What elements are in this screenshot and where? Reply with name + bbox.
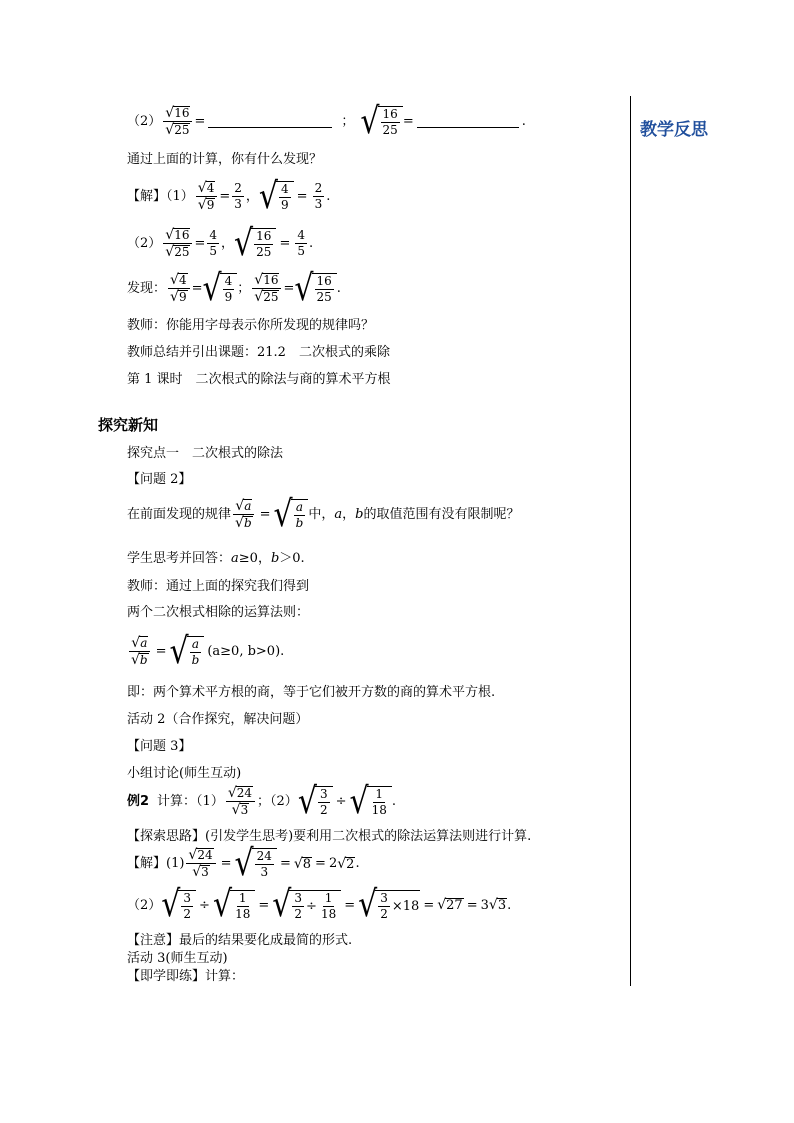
line-19: 小组讨论(师生互动)	[127, 766, 242, 781]
line-18: 【问题 3】	[127, 739, 192, 754]
line-4: （2） √ 16 √ 25 = $\frac{4}{5}$ ， √ $\frac{16}{25}$ = $\frac{4}{5}$ .	[127, 221, 314, 264]
line-22: 【解】(1) √ 24 √ 3 = √ $\frac{24}{3}$ = √ 8 = 2 √ 2 .	[127, 841, 360, 884]
line-17: 活动 2（合作探究，解决问题）	[127, 712, 309, 727]
line-15: √ a √ b = √ $\frac{a}{b}$ (a≥0, b>0).	[131, 629, 285, 672]
radical: √ $\frac{16}{25}$	[360, 106, 402, 136]
answer-blank	[208, 115, 332, 128]
line-11: 在前面发现的规律 √ a √ b = √ $\frac{a}{b}$ 中， a ， b 的取值范围有没有限制呢？	[127, 492, 520, 535]
line-6: 教师：你能用字母表示你所发现的规律吗？	[127, 318, 375, 333]
line-20: 例2 计算：（1） √ 24 √ 3 ；（2） √ $\frac{3}{2}$ ÷ √ $\frac{1}{18}$ .	[127, 779, 397, 822]
line-21: 【探索思路】(引发学生思考)要利用二次根式的除法运算法则进行计算.	[127, 829, 532, 844]
line-14: 两个二次根式相除的运算法则：	[127, 605, 310, 620]
line-16: 即：两个算术平方根的商，等于它们被开方数的商的算术平方根.	[127, 685, 496, 700]
sidebar-title: 教学反思	[640, 120, 708, 140]
line-3: 【解】（1） √ 4 √ 9 = $\frac{2}{3}$ ， √ $\frac{4}{9}$ = $\frac{2}{3}$ .	[127, 174, 331, 217]
line-1: （2） √ 16 √ 25 = ； √ $\frac{16}{25}$ = .	[127, 99, 526, 142]
line-7: 教师总结并引出课题：21.2 二次根式的乘除	[127, 345, 390, 360]
section-title: 探究新知	[98, 416, 159, 434]
line-8: 第 1 课时 二次根式的除法与商的算术平方根	[127, 372, 391, 387]
fraction: √ 16 √ 25	[163, 106, 192, 137]
line-9: 探究点一 二次根式的除法	[127, 446, 284, 461]
line-10: 【问题 2】	[127, 472, 192, 487]
line-5: 发现： √ 4 √ 9 = √ $\frac{4}{9}$ ； √ 16 √ 25 = √ $\frac{16}{25}$ .	[127, 266, 341, 309]
line-25: 活动 3(师生互动)	[127, 951, 228, 966]
fraction: √ 4 √ 9	[196, 181, 218, 212]
line-13: 教师：通过上面的探究我们得到	[127, 579, 310, 594]
line-12: 学生思考并回答： a ≥0， b ＞0.	[127, 551, 305, 566]
column-divider	[630, 96, 631, 986]
line-26: 【即学即练】计算：	[127, 969, 245, 984]
line-2: 通过上面的计算，你有什么发现？	[127, 152, 323, 167]
line-23: （2） √ $\frac{3}{2}$ ÷ √ $\frac{1}{18}$ = √ $\frac{3}{2}$ ÷ $\frac{1}{18}$ = √ $\frac{3}{2}$ ×18 = √ 27 = 3 √ 3 .	[127, 883, 512, 926]
label: （2）	[127, 114, 162, 129]
line-24: 【注意】最后的结果要化成最简的形式.	[127, 933, 353, 948]
answer-blank	[417, 115, 519, 128]
